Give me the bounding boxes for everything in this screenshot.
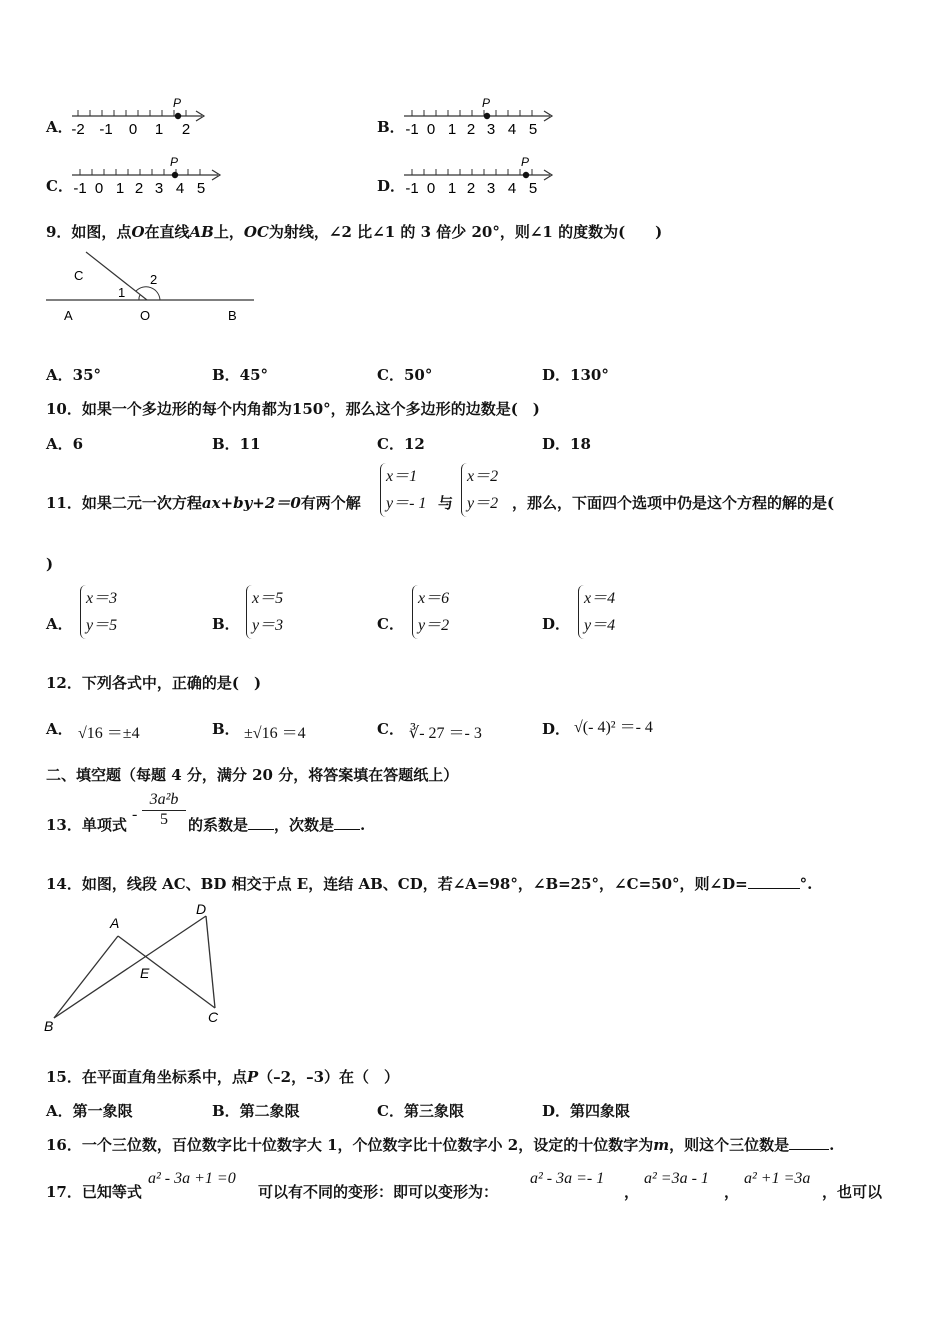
point-p-label: P [482, 96, 491, 110]
q14-blank [748, 888, 800, 889]
tick-label: 5 [196, 180, 206, 197]
q12-option-b-label: B． [212, 720, 240, 738]
q12-option-d-expr: √(- 4)² ＝- 4 [574, 719, 653, 736]
q11-stem-c: 与 [438, 494, 454, 512]
q9-option-c: C．50° [377, 366, 433, 384]
tick-label: 1 [447, 180, 457, 197]
q17-stem-a: 17．已知等式 [46, 1183, 142, 1201]
q11-option-b-label: B． [212, 615, 240, 633]
q8-option-a-number-line [70, 96, 210, 140]
label-e: E [140, 965, 150, 981]
ray-oc [86, 252, 147, 300]
tick-label: 3 [486, 180, 496, 197]
q11-stem-end: ) [46, 555, 54, 573]
tick-label: 1 [154, 121, 164, 138]
q11-option-d-system: x＝4 y＝4 [578, 585, 615, 639]
q13-denominator: 5 [160, 811, 168, 828]
q17-equation-0: a² - 3a +1 =0 [148, 1170, 236, 1187]
q10-stem: 10．如果一个多边形的每个内角都为150°，那么这个多边形的边数是( ) [46, 400, 540, 418]
q13-numerator: 3a²b [142, 791, 186, 811]
q13-stem-a: 13．单项式 [46, 816, 127, 834]
q11-option-b-system: x＝5 y＝3 [246, 585, 283, 639]
label-2: 2 [150, 272, 158, 287]
q15-option-c: C．第三象限 [377, 1102, 464, 1120]
q17-stem-b: 可以有不同的变形：即可以变形为： [258, 1183, 499, 1201]
tick-label: 5 [528, 180, 538, 197]
label-c: C [74, 268, 84, 283]
q12-stem: 12．下列各式中，正确的是( ) [46, 674, 262, 692]
q11-solution-1: x＝1 y＝- 1 [380, 463, 426, 517]
q11-stem-a: 11．如果二元一次方程ax+by+2＝0有两个解 [46, 494, 361, 512]
q9-option-d: D．130° [542, 366, 609, 384]
q8-option-d-number-line [402, 155, 562, 199]
q8-option-b-label: B． [377, 118, 405, 136]
q12-option-d-label: D． [542, 720, 571, 738]
q9-stem: 9．如图，点O在直线AB上，OC为射线，∠2 比∠1 的 3 倍少 20°，则∠1 的度数为( ) [46, 223, 663, 241]
tick-label: -1 [405, 121, 419, 138]
q15-option-a: A．第一象限 [46, 1102, 133, 1120]
q12-option-b-expr: ±√16 ＝4 [244, 725, 306, 742]
segment-bd [54, 916, 206, 1018]
segment-ac [118, 936, 215, 1008]
tick-label: 0 [128, 121, 138, 138]
q10-option-b: B．11 [212, 435, 261, 453]
q17-comma-2: ， [724, 1183, 740, 1201]
q13-blank-1 [248, 829, 274, 830]
point-p-label: P [521, 155, 530, 169]
q10-option-c: C．12 [377, 435, 425, 453]
q11-option-d-label: D． [542, 615, 571, 633]
angle-1-arc [139, 295, 140, 300]
point-p [523, 172, 529, 178]
q12-option-c-expr: ∛- 27 ＝- 3 [409, 725, 482, 742]
point-p-label: P [173, 96, 182, 110]
q16-stem: 16．一个三位数，百位数字比十位数字大 1，个位数字比十位数字小 2，设定的十位数字为m，则这个三位数是 . [46, 1136, 835, 1154]
q15-stem: 15．在平面直角坐标系中，点P（–2，–3）在（ ） [46, 1068, 400, 1086]
q16-blank [789, 1149, 829, 1150]
q8-option-a-label: A． [46, 118, 73, 136]
q8-option-c-label: C． [46, 177, 73, 195]
label-o: O [140, 308, 151, 323]
q10-option-a: A．6 [46, 435, 84, 453]
label-c: C [208, 1009, 219, 1025]
tick-label: -1 [99, 121, 113, 138]
tick-label: 4 [507, 121, 517, 138]
q10-option-d: D．18 [542, 435, 591, 453]
point-p [175, 113, 181, 119]
q13-fraction [142, 791, 186, 829]
q15-option-b: B．第二象限 [212, 1102, 300, 1120]
q17-comma-1: ， [624, 1183, 640, 1201]
q13-stem-rest: 的系数是 ，次数是 . [188, 816, 366, 834]
q17-equation-1: a² - 3a =- 1 [530, 1170, 605, 1187]
point-p [484, 113, 490, 119]
q17-equation-2: a² =3a - 1 [644, 1170, 709, 1187]
q12-option-a-expr: √16 ＝±4 [78, 725, 140, 742]
tick-label: 3 [486, 121, 496, 138]
segment-cd [206, 916, 215, 1008]
point-p [172, 172, 178, 178]
label-1: 1 [118, 285, 126, 300]
tick-label: 1 [447, 121, 457, 138]
tick-label: -2 [71, 121, 85, 138]
tick-label: 0 [426, 121, 436, 138]
tick-label: 1 [115, 180, 125, 197]
section-2-heading: 二、填空题（每题 4 分，满分 20 分，将答案填在答题纸上） [46, 766, 459, 784]
q14-stem: 14．如图，线段 AC、BD 相交于点 E，连结 AB、CD，若∠A=98°，∠B=25°，∠C=50°，则∠D= °. [46, 875, 813, 893]
tick-label: 3 [154, 180, 164, 197]
angle-2-arc [136, 287, 160, 300]
label-a: A [110, 915, 120, 931]
q11-stem-d: ，那么，下面四个选项中仍是这个方程的解的是( [512, 494, 835, 512]
tick-label: 0 [94, 180, 104, 197]
q12-option-c-label: C． [377, 720, 404, 738]
q11-option-a-label: A． [46, 615, 73, 633]
q11-option-c-system: x＝6 y＝2 [412, 585, 449, 639]
label-b: B [44, 1018, 54, 1034]
label-b: B [228, 308, 237, 323]
q13-minus: - [132, 806, 138, 823]
q8-option-c-number-line [70, 155, 230, 199]
segment-ab [54, 936, 118, 1018]
tick-label: 5 [528, 121, 538, 138]
q9-option-a: A．35° [46, 366, 102, 384]
q8-option-d-label: D． [377, 177, 406, 195]
q11-solution-2: x＝2 y＝2 [461, 463, 498, 517]
q8-option-b-number-line [402, 96, 562, 140]
point-p-label: P [170, 155, 179, 169]
tick-label: 0 [426, 180, 436, 197]
q17-stem-c: ，也可以 [822, 1183, 883, 1201]
tick-label: -1 [405, 180, 419, 197]
tick-label: 2 [466, 121, 476, 138]
label-d: D [196, 901, 207, 917]
tick-label: 2 [181, 121, 191, 138]
q11-option-c-label: C． [377, 615, 404, 633]
tick-label: 4 [175, 180, 185, 197]
q11-option-a-system: x＝3 y＝5 [80, 585, 117, 639]
q9-figure [44, 248, 264, 328]
tick-label: 2 [134, 180, 144, 197]
tick-label: -1 [73, 180, 87, 197]
q14-figure [40, 898, 230, 1038]
q12-option-a-label: A． [46, 720, 73, 738]
tick-label: 4 [507, 180, 517, 197]
q9-option-b: B．45° [212, 366, 269, 384]
label-a: A [64, 308, 73, 323]
q17-equation-3: a² +1 =3a [744, 1170, 811, 1187]
q13-blank-2 [334, 829, 360, 830]
tick-label: 2 [466, 180, 476, 197]
q15-option-d: D．第四象限 [542, 1102, 631, 1120]
